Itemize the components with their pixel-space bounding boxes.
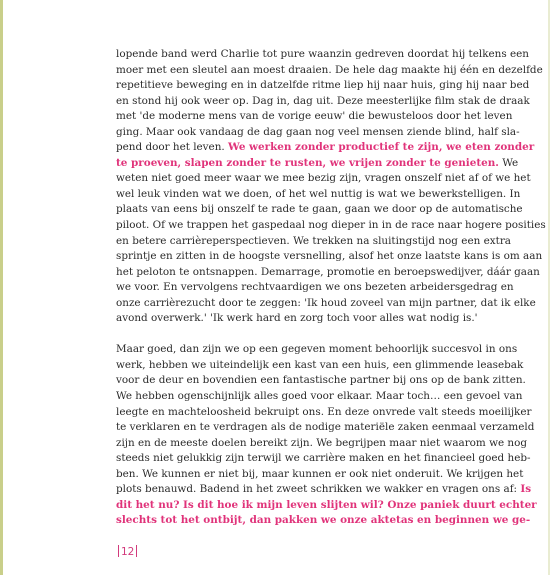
text-line: [116, 405, 532, 421]
text-line: [116, 513, 531, 529]
text-run: pend door het leven.: [116, 141, 228, 154]
page-number-value: 12: [121, 546, 135, 558]
text-line: [116, 451, 531, 467]
text-line: [116, 234, 511, 250]
highlighted-text: dit het nu? Is dit hoe ik mijn leven slijten wil? Onze paniek duurt echter: [116, 498, 537, 511]
text-run: ging. Maar ook vandaag de dag gaan nog veel mensen ziende blind, half sla-: [116, 125, 520, 138]
text-line: [116, 358, 524, 374]
text-run: Maar goed, dan zijn we op een gegeven moment behoorlijk succesvol in ons: [116, 343, 518, 356]
text-line: [116, 342, 518, 358]
text-line: [116, 249, 543, 265]
text-line: [116, 436, 528, 452]
text-line: [116, 171, 531, 187]
text-line: [116, 218, 546, 234]
text-line: [116, 311, 511, 327]
page-edge: [0, 0, 3, 575]
text-line: [116, 47, 529, 63]
text-run: en stond hij ook weer op. Dag in, dag uit. Deze meesterlijke film stak de draak: [116, 94, 530, 107]
text-line: [116, 156, 519, 172]
highlighted-text: slechts tot het ontbijt, dan pakken we onze aktetas en beginnen we ge-: [116, 514, 531, 527]
text-line: [116, 140, 535, 156]
text-run: te verklaren en te verdragen als de nodige materiële zaken eenmaal verzameld: [116, 421, 535, 434]
text-run: We hebben ogenschijnlijk alles goed voor elkaar. Maar toch… een gevoel van: [116, 389, 523, 402]
text-run: plots benauwd. Badend in het zweet schrikken we wakker en vragen ons af:: [116, 483, 521, 496]
text-run: onze carrièrezucht door te zeggen: 'Ik houd zoveel van mijn partner, dat ik elke: [116, 296, 536, 309]
text-run: werk, hebben we uiteindelijk een kast van een huis, een glimmende leasebak: [116, 358, 524, 371]
text-run: zijn en de meeste doelen bereikt zijn. We begrijpen maar niet waarom we nog: [116, 436, 528, 449]
text-run: en betere carrièreperspectieven. We trekken na sluitingstijd nog een extra: [116, 234, 511, 247]
text-run: plaats van eens bij onszelf te rade te gaan, gaan we door op de automatische: [116, 203, 523, 216]
text-line: [116, 420, 535, 436]
text-run: We: [498, 156, 519, 169]
highlighted-text: Is: [520, 483, 532, 496]
text-line: [116, 296, 536, 312]
text-line: [116, 78, 530, 94]
text-run: repetitieve beweging en in datzelfde ritme liep hij naar huis, ging hij naar bed: [116, 79, 530, 92]
text-run: het peloton te ontsnappen. Demarrage, promotie en beroepswedijver, dáár gaan: [116, 265, 540, 278]
text-run: steeds niet gelukkig zijn terwijl we carrière maken en het financieel goed heb-: [116, 452, 531, 465]
body-text: [116, 47, 546, 529]
text-line: [116, 187, 521, 203]
text-run: weten niet goed meer waar we mee bezig zijn, vragen onszelf niet af of we het: [116, 172, 531, 185]
text-run: met 'de moderne mens van de vorige eeuw' die bewusteloos door het leven: [116, 110, 513, 123]
text-line: [116, 498, 537, 514]
paragraph: [116, 47, 546, 327]
text-run: avond overwerk.' 'Ik werk hard en zorg toch voor alles wat nodig is.': [116, 312, 478, 325]
text-run: voor de deur en bovendien een fantastische partner bij ons op de bank zitten.: [116, 374, 526, 387]
text-line: [116, 280, 514, 296]
text-line: [116, 125, 520, 141]
folio-bar-left: [118, 545, 119, 557]
highlighted-text: We werken zonder productief te zijn, we eten zonder: [228, 141, 535, 154]
folio-bar-right: [136, 545, 137, 557]
paragraph: [116, 342, 537, 529]
text-run: wel leuk vinden wat we doen, of het wel nuttig is wat we bewerkstelligen. In: [116, 187, 521, 200]
text-line: [116, 94, 530, 110]
text-run: piloot. Of we trappen het gaspedaal nog dieper in in de race naar hogere posities: [116, 219, 546, 232]
text-line: [116, 389, 523, 405]
text-run: leegte en machteloosheid bekruipt ons. En deze onvrede valt steeds moeilijker: [116, 405, 532, 418]
text-line: [116, 63, 543, 79]
text-line: [116, 265, 540, 281]
text-line: [116, 202, 523, 218]
text-line: [116, 467, 524, 483]
text-run: lopende band werd Charlie tot pure waanzin gedreven doordat hij telkens een: [116, 48, 529, 60]
page-number: [116, 545, 139, 558]
text-run: moer met een sleutel aan moest draaien. De hele dag maakte hij één en dezelfde: [116, 63, 543, 76]
text-run: we voor. En vervolgens rechtvaardigen we ons bezeten arbeidersgedrag en: [116, 281, 514, 294]
text-line: [116, 109, 511, 125]
highlighted-text: te proeven, slapen zonder te rusten, we vrijen zonder te genieten.: [116, 156, 499, 169]
text-line: [116, 482, 532, 498]
text-run: sprintje en zitten in de hoogste versnelling, alsof het onze laatste kans is om aan: [116, 250, 543, 263]
text-run: ben. We kunnen er niet bij, maar kunnen er ook niet onderuit. We krijgen het: [116, 467, 524, 480]
text-line: [116, 373, 526, 389]
